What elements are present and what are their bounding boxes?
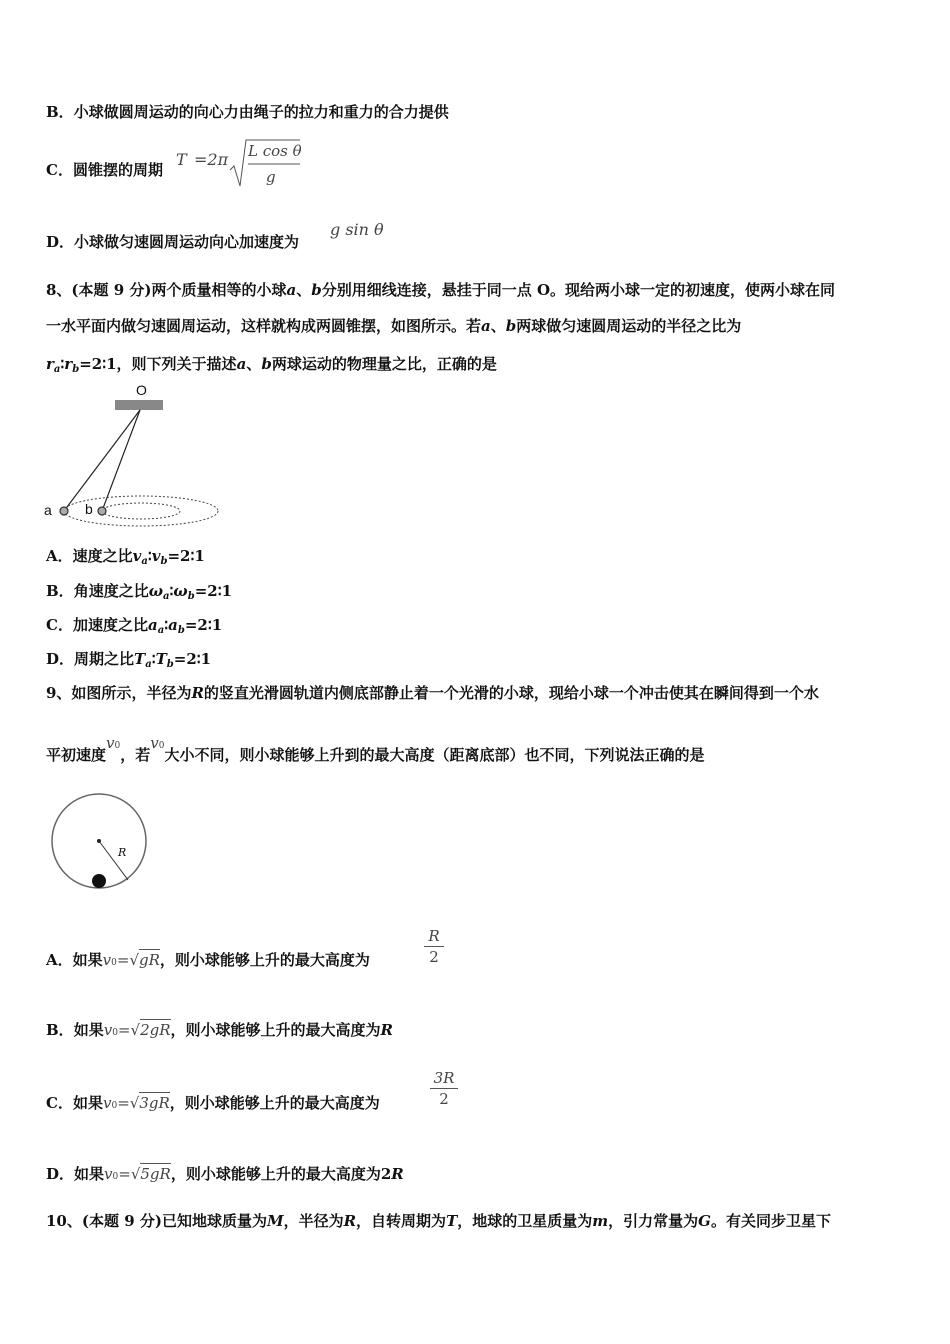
v0-symbol <box>106 734 120 752</box>
ratio: =2∶1 <box>173 650 212 668</box>
option-text: ，则小球能够上升的最大高度为 <box>170 1165 381 1183</box>
sep: 、 <box>246 355 262 373</box>
q9-option-a <box>46 950 370 973</box>
option-text: 速度之比 <box>72 547 133 565</box>
formula-eq: =2π <box>194 150 229 169</box>
option-text: ，则小球能够上升的最大高度为 <box>169 1094 380 1112</box>
sym: ω <box>148 582 163 600</box>
var-r: r <box>64 355 73 373</box>
pendulum-diagram-icon <box>40 380 230 530</box>
var-g: G <box>698 1212 711 1230</box>
q9-line-2 <box>46 734 705 768</box>
sqrt-icon: √ <box>129 1094 140 1112</box>
q8-option-b <box>46 581 232 607</box>
option-letter: B． <box>46 1021 74 1039</box>
sqrt-icon: √ <box>129 951 140 969</box>
sub-a: a <box>53 364 61 375</box>
sub-b: b <box>72 364 80 375</box>
sqrt-icon: √ <box>130 1021 141 1039</box>
v: v <box>102 951 112 969</box>
ratio: =2∶1 <box>167 547 205 565</box>
option-letter: A． <box>46 547 73 565</box>
text: 9、如图所示，半径为 <box>46 684 192 702</box>
option-text: 如果 <box>73 1021 104 1039</box>
v0-symbol <box>103 1094 117 1112</box>
sym: v <box>132 547 142 565</box>
option-letter: C． <box>46 161 73 179</box>
radicand: 5gR <box>140 1165 171 1183</box>
sep: 、 <box>490 317 506 335</box>
sym: T <box>155 650 167 668</box>
q8-option-c <box>46 615 222 641</box>
q7-option-b <box>46 102 449 122</box>
option-text: 如果 <box>72 1094 103 1112</box>
q8-option-a <box>46 546 205 572</box>
v: v <box>102 1094 112 1112</box>
q9-option-c <box>46 1093 380 1116</box>
sep: 、 <box>296 281 312 299</box>
text: 8、(本题 9 分)两个质量相等的小球 <box>46 281 287 299</box>
conical-pendulum-figure <box>40 380 230 530</box>
text: 的竖直光滑圆轨道内侧底部静止着一个光滑的小球，现给小球一个冲击使其在瞬间得到一个水 <box>203 684 819 702</box>
formula-denominator: g <box>266 168 276 186</box>
sub-a: a <box>163 591 170 602</box>
frac-num: R <box>424 926 444 947</box>
ratio: =2∶1 <box>194 582 233 600</box>
colon: ∶ <box>164 616 169 634</box>
sub-0: 0 <box>114 741 121 751</box>
sub-a: a <box>157 625 165 636</box>
text: 一水平面内做匀速圆周运动，这样就构成两圆锥摆，如图所示。若 <box>46 317 482 335</box>
var-t: T <box>446 1212 458 1230</box>
text: ，引力常量为 <box>608 1212 699 1230</box>
text: 分别用细线连接，悬挂于同一点 O。现给两小球一定的初速度，使两小球在同 <box>321 281 836 299</box>
fraction-3r-over-2 <box>430 1068 458 1116</box>
sym: a <box>147 616 158 634</box>
option-letter: D． <box>46 1165 75 1183</box>
sym: T <box>134 650 146 668</box>
q7-option-c <box>46 160 163 180</box>
v: v <box>104 1165 113 1183</box>
eq: = <box>117 1021 131 1039</box>
var-a: a <box>286 281 297 299</box>
option-letter: B． <box>46 103 74 121</box>
var-a: a <box>481 317 491 335</box>
colon: ∶ <box>147 547 152 565</box>
option-text: 小球做圆周运动的向心力由绳子的拉力和重力的合力提供 <box>73 103 449 121</box>
text: 两球运动的物理量之比，正确的是 <box>271 355 497 373</box>
option-text: ，则小球能够上升的最大高度为 <box>159 951 370 969</box>
radicand: 3gR <box>139 1094 170 1112</box>
sym: v <box>151 547 161 565</box>
option-letter: C． <box>46 1094 73 1112</box>
q8-line-1 <box>46 280 835 300</box>
sub-0: 0 <box>111 958 117 968</box>
radicand: 2gR <box>140 1021 171 1039</box>
option-letter: D． <box>46 233 75 251</box>
option-letter: C． <box>46 616 73 634</box>
label-r: R <box>118 846 127 859</box>
colon: ∶ <box>151 650 156 668</box>
q9-option-b <box>46 1020 393 1043</box>
option-text: 加速度之比 <box>72 616 148 634</box>
v0-symbol <box>103 951 117 969</box>
q7-option-d <box>46 232 299 252</box>
v0-symbol <box>104 1165 118 1183</box>
ratio: =2∶1，则下列关于描述 <box>79 355 237 373</box>
v: v <box>150 734 159 752</box>
var-b: b <box>311 281 322 299</box>
var-r: r <box>46 355 54 373</box>
option-text: ，则小球能够上升的最大高度为 <box>170 1021 381 1039</box>
q8-line-3 <box>46 354 497 380</box>
q9-option-d <box>46 1164 404 1187</box>
sub-b: b <box>166 659 174 670</box>
colon: ∶ <box>60 355 65 373</box>
frac-den: 2 <box>429 948 439 966</box>
option-text: 角速度之比 <box>73 582 149 600</box>
text: 平初速度 <box>46 746 107 764</box>
sub-0: 0 <box>158 741 165 751</box>
answer: R <box>391 1165 404 1183</box>
option-text: 圆锥摆的周期 <box>72 161 163 179</box>
text: 。有关同步卫星下 <box>710 1212 831 1230</box>
formula-t: T <box>176 150 187 169</box>
fraction-r-over-2 <box>424 926 444 974</box>
text: 大小不同，则小球能够上升到的最大高度（距离底部）也不同，下列说法正确的是 <box>164 746 705 764</box>
text: ，若 <box>120 746 151 764</box>
q8-line-2 <box>46 316 741 336</box>
sub-0: 0 <box>111 1101 118 1111</box>
sym: a <box>168 616 178 634</box>
text: 10、(本题 9 分)已知地球质量为 <box>46 1212 267 1230</box>
sub-a: a <box>145 659 152 670</box>
label-b: b <box>85 501 93 517</box>
q9-line-1 <box>46 683 819 703</box>
var-b: b <box>505 317 517 335</box>
circle-track-icon <box>46 792 156 894</box>
v0-symbol <box>150 734 164 752</box>
sym: ω <box>173 582 188 600</box>
q10-line-1 <box>46 1211 831 1231</box>
v0-symbol <box>104 1021 118 1039</box>
text: ，半径为 <box>283 1212 344 1230</box>
circular-track-figure <box>46 792 156 894</box>
answer: R <box>380 1021 393 1039</box>
eq: = <box>118 1165 131 1183</box>
frac-num: 3R <box>430 1068 458 1089</box>
option-text: 如果 <box>74 1165 105 1183</box>
accel-formula: g sin θ <box>330 220 384 239</box>
option-text: 周期之比 <box>74 650 135 668</box>
var-r: R <box>343 1212 357 1230</box>
label-a: a <box>44 502 52 518</box>
formula-numerator: L cos θ <box>248 142 302 160</box>
sub-b: b <box>187 591 195 602</box>
eq: = <box>116 951 130 969</box>
option-text: 小球做匀速圆周运动向心加速度为 <box>74 233 300 251</box>
option-text: 如果 <box>72 951 103 969</box>
eq: = <box>117 1094 130 1112</box>
text: ，自转周期为 <box>356 1212 447 1230</box>
var-m-sat: m <box>592 1212 609 1230</box>
radicand: gR <box>139 951 160 969</box>
ratio: =2∶1 <box>184 616 223 634</box>
sub-0: 0 <box>112 1172 119 1182</box>
text: ，地球的卫星质量为 <box>457 1212 593 1230</box>
var-a: a <box>236 355 247 373</box>
sub-b: b <box>177 625 185 636</box>
period-formula <box>176 136 306 192</box>
frac-den: 2 <box>439 1090 449 1108</box>
option-letter: B． <box>46 582 74 600</box>
var-r: R <box>191 684 204 702</box>
v: v <box>103 1021 113 1039</box>
colon: ∶ <box>169 582 174 600</box>
option-letter: D． <box>46 650 75 668</box>
sub-a: a <box>141 556 148 567</box>
sub-0: 0 <box>112 1028 118 1038</box>
q8-option-d <box>46 649 211 675</box>
var-m-earth: M <box>266 1212 284 1230</box>
answer-num: 2 <box>380 1165 392 1183</box>
sqrt-icon: √ <box>130 1165 141 1183</box>
sub-b: b <box>160 556 168 567</box>
label-o: O <box>136 382 147 398</box>
var-b: b <box>261 355 272 373</box>
option-letter: A． <box>46 951 73 969</box>
v: v <box>106 734 115 752</box>
text: 两球做匀速圆周运动的半径之比为 <box>516 317 742 335</box>
